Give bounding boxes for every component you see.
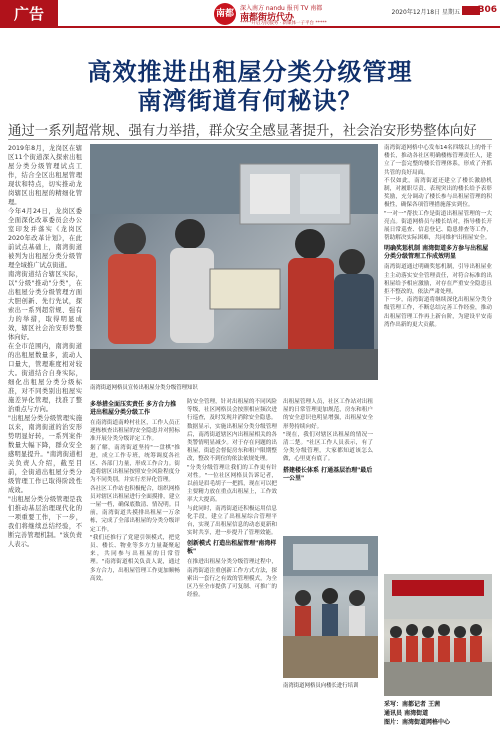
training-photo-illustration (283, 536, 378, 678)
section-heading: 创新模式 打造出租屋管理"南湾样板" (187, 540, 277, 556)
column-right (384, 144, 492, 329)
page-number: B06 (477, 5, 497, 15)
column-right-text (384, 144, 492, 242)
column-right-text-2 (384, 263, 492, 329)
paragraph: "出租屋分类分级管理实施以来，南湾街道的治安形势明显好转，一系列案件数量大幅下降，群众安全感明显提升。"南湾街道相关负责人介绍，截至目前，全街道出租屋分类分级管理工作已取得阶段性成效。 (8, 415, 82, 494)
headline-line-2: 南湾街道有何秘诀？ (137, 86, 363, 115)
paragraph: 防安全管理，针对出租屋的不同风险等级，社区网格员会按照相应频次进行巡查，及时发现并消除安全隐患。 (187, 399, 277, 422)
byline-correspondent: 通讯员 南湾街道 (384, 710, 429, 717)
column-mid-a-text (90, 419, 180, 583)
logo-line-1: 深入南方 nandu 报刊 TV 南都 (240, 5, 323, 12)
main-photo-caption: 南湾街道网格员宣传出租屋分类分级管理知识 (90, 385, 198, 391)
paragraph: 南湾街道通过明确奖惩机制，引导出租屋业主主动落实安全管理责任，对符合标准的出租屋给予相应激励，对存在严重安全隐患且拒不整改的，依法严肃处理。 (384, 264, 492, 296)
byline (384, 700, 492, 727)
byline-writer: 采写：南都记者 王茜 (384, 701, 441, 708)
group-photo-illustration (384, 574, 492, 696)
paragraph: 在全市范围内，南湾街道的出租屋数量多，流动人口量大，管理难度相对较大。街道结合自身实际，细化出租屋分类分级标准，对不同类别出租屋实施差异化管理，找准了整治重点与方向。 (8, 343, 82, 413)
section-heading: 明确奖惩机制 南湾街道多方参与出租屋分类分级管理工作成效明显 (384, 245, 489, 261)
paragraph: 数据显示，实施出租屋分类分级管理后，南湾街道辖区内出租屋相关的各类警情明显减少。对于存在问题的出租屋，街道会督促房东和租户限期整改，整改不到位的依法依规处理。 (187, 423, 277, 463)
paragraph: 不仅如此，南湾街道还建立了楼长激励机制，对履职尽责、表现突出的楼长给予表彰奖励，充分调动了楼长参与出租屋管理的积极性，确保各项管理措施落实到位。 (384, 177, 492, 209)
paragraph: 出租屋管理人员，社区工作站对出租屋的日常管理更加规范，房东和租户的安全意识也明显增强，出租屋安全形势持续向好。 (283, 399, 373, 430)
divider (8, 139, 492, 140)
paragraph: 各社区工作站也积极配合，组织网格员对辖区出租屋进行全面摸排，建立一屋一档，确保底数清、情况明。目前，南湾街道共摸排出租屋一万余栋，完成了全部出租屋的分类分级评定工作。 (90, 485, 180, 533)
paragraph: 与此同时，南湾街道还积极运用信息化手段，建立了出租屋综合管理平台，实现了出租屋信息的动态更新和实时共享，进一步提升了管理效能。 (187, 505, 277, 537)
paragraph: 据了解，南湾街道坚持"一盘棋"推进，成立工作专班，统筹调度各社区、各部门力量，形成工作合力。街道将辖区出租屋按照安全风险程度分为不同类别，并实行差异化管理。 (90, 444, 180, 484)
paragraph: "出租屋分类分级管理是我们推动基层治理现代化的一项重要工作，下一步，我们将继续总结经验，不断完善管理机制。"该负责人表示。 (8, 496, 82, 548)
section-heading: 搭建楼长体系 打通基层治理"最后一公里" (283, 466, 373, 482)
logo-line-2: 南都街坊代办 (240, 13, 295, 23)
paragraph: 下一步，南湾街道将继续深化出租屋分类分级管理工作，不断总结完善工作经验，推动出租屋管理工作再上新台阶，为建设平安南湾作出新的更大贡献。 (384, 297, 492, 328)
training-photo (283, 536, 378, 678)
paragraph: 在推进出租屋分类分级管理过程中，南湾街道注重创新工作方式方法，探索出一套行之有效的管理模式，为全区乃至全市提供了可复制、可推广的经验。 (187, 559, 277, 599)
paragraph: "我们还推行了党建引领模式，把党员、楼长、物业等多方力量凝聚起来，共同参与出租屋的日常管理。"南湾街道相关负责人说，通过多方合力，出租屋管理工作更加顺畅高效。 (90, 534, 180, 582)
logo-line-3: *****开启为民服务 · 新媒体一子平台 ***** (240, 21, 327, 26)
column-mid-b-text (187, 398, 277, 537)
section-tag: 广告 (0, 0, 58, 28)
column-mid-b-text-2 (187, 558, 277, 599)
logo-seal-icon: 南都 (214, 3, 236, 25)
masthead-bar (0, 0, 500, 28)
paragraph: "现在，我们对辖区出租屋的情况一清二楚。"社区工作人员表示，有了分类分级管理，大家都知道该怎么做，心里更有底了。 (283, 431, 373, 463)
column-mid-c (283, 398, 373, 485)
column-left (8, 144, 82, 549)
main-photo (90, 144, 378, 380)
column-mid-a (90, 398, 180, 583)
paragraph: 南湾街道网格中心发布14名四级以上的骨干楼长，推动各社区明确楼栋管理责任人，建立了一套完整的楼长管理体系，形成了齐抓共管的良好局面。 (384, 145, 492, 176)
paragraph: "分类分级管理让我们的工作更有针对性。"一位社区网格员告诉记者，以前是眉毛胡子一把抓，现在可以把主要精力放在重点出租屋上，工作效率大大提高。 (187, 464, 277, 504)
newspaper-logo (214, 3, 344, 25)
paragraph: 在南湾街道南岭村社区，工作人员正逐栋核查出租屋的安全隐患并对照标准开展分类分级评定工作。 (90, 420, 180, 443)
group-photo (384, 574, 492, 696)
column-mid-c-text (283, 398, 373, 464)
byline-photo: 图片：南湾街道网格中心 (384, 719, 451, 726)
training-photo-caption: 南湾街道网格员向楼长进行培训 (283, 683, 359, 689)
issue-date: 2020年12月18日 星期五 (391, 9, 460, 16)
column-left-text (8, 144, 82, 549)
subheadline: 通过一系列超常规、强有力举措，群众安全感显著提升，社会治安形势整体向好 (8, 124, 477, 139)
main-photo-illustration (90, 144, 378, 380)
section-heading: 多举措全面压实责任 多方合力推进出租屋分类分级工作 (90, 401, 177, 416)
paragraph: "一对一"帮扶工作是街道出租屋管理的一大亮点。街道网格员与楼长结对，指导楼长开展日常巡查、信息登记、隐患排查等工作，帮助解决实际困难，共同维护出租屋安全。 (384, 210, 492, 242)
paragraph: 南湾街道结合辖区实际，以"分级"推动"分类"，在出租屋分类分级管理方面大胆创新、先行先试，探索出一系列超常规、强有力的举措，取得明显成效，辖区社会治安形势整体向好。 (8, 271, 82, 341)
headline-line-1: 高效推进出租屋分类分级管理 (87, 57, 413, 86)
column-mid-b (187, 398, 277, 599)
paragraph: 今年4月24日，龙岗区委全面深化改革委员会办公室印发并落实《龙岗区2020年改革计划》，在此前试点基础上，南湾街道被列为出租屋分类分级管理全域推广试点街道。 (8, 208, 82, 269)
paragraph: 2019年8月，龙岗区在辖区11个街道深入探索出租屋分类分级管理试点工作，结合全区出租屋管理现状和特点，切实推动龙岗辖区出租屋的精细化管理。 (8, 145, 82, 206)
